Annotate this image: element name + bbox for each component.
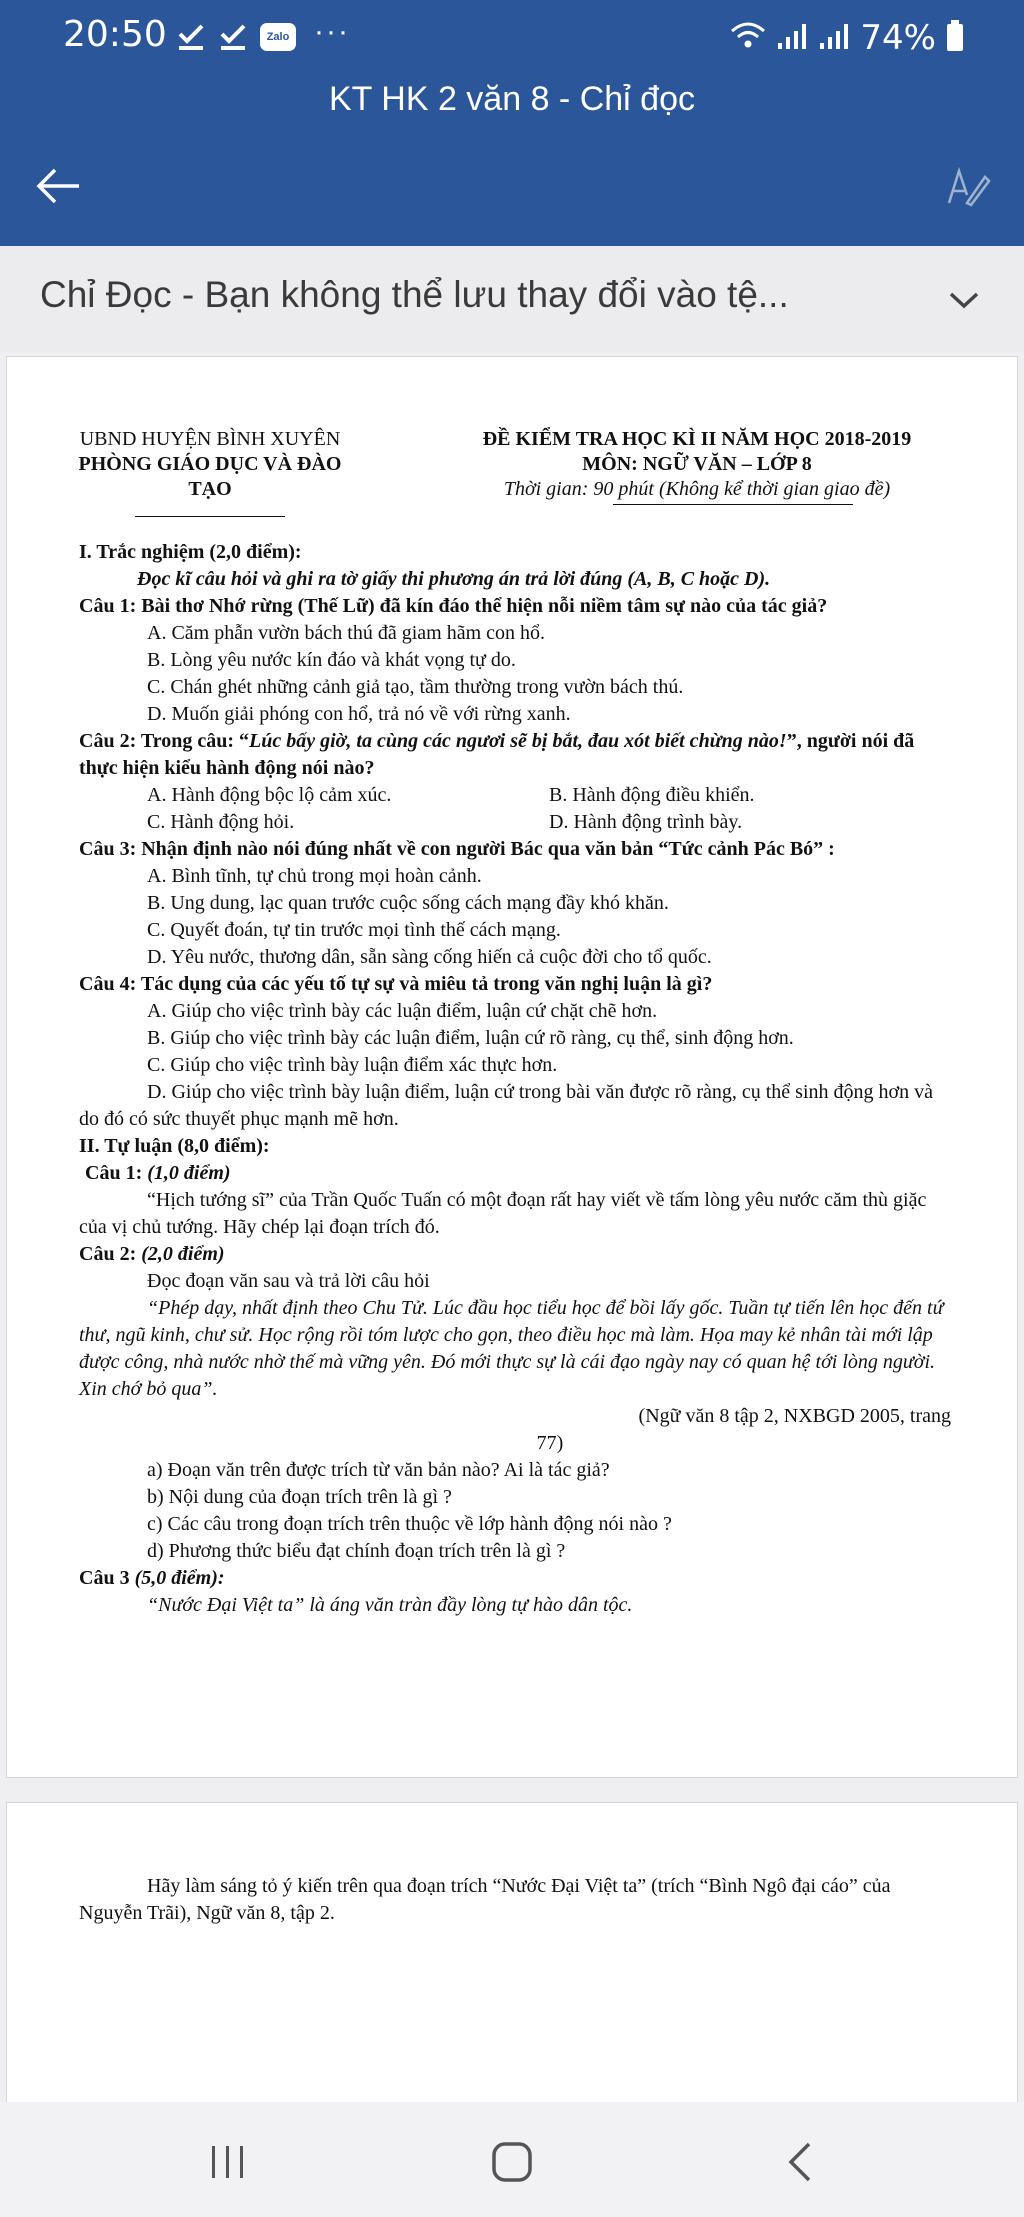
q2-text <box>79 728 951 782</box>
header-left <box>75 427 345 517</box>
q1-option-a: A. Căm phẫn vườn bách thú đã giam hãm con hổ. <box>147 622 545 644</box>
pen-icon <box>945 163 991 209</box>
wifi-icon <box>730 21 766 56</box>
essay-q2-label: Câu 2: <box>79 1243 142 1265</box>
essay-q2-title <box>79 1241 951 1268</box>
q3-option-a: A. Bình tĩnh, tự chủ trong mọi hoàn cảnh. <box>147 865 482 887</box>
battery-percent: 74% <box>860 18 936 58</box>
download-done-icon-2 <box>218 22 248 52</box>
essay-q1-title <box>79 1160 951 1187</box>
document-page-2[interactable] <box>6 1802 1018 2102</box>
essay-q3-text: “Nước Đại Việt ta” là áng văn tràn đầy lòng tự hào dân tộc. <box>147 1594 633 1616</box>
essay-q2-points: (2,0 điểm) <box>141 1243 225 1265</box>
department-name: PHÒNG GIÁO DỤC VÀ ĐÀO <box>78 453 342 475</box>
q3-text: Câu 3: Nhận định nào nói đúng nhất về con người Bác qua văn bản “Tức cảnh Pác Bó” : <box>79 838 835 860</box>
essay-q3-title <box>79 1565 951 1592</box>
exam-title: ĐỀ KIỂM TRA HỌC KÌ II NĂM HỌC 2018-2019 <box>482 428 912 450</box>
q3-option-b: B. Ung dung, lạc quan trước cuộc sống cách mạng đầy khó khăn. <box>147 892 669 914</box>
signal-icon <box>776 21 808 56</box>
q1-option-c: C. Chán ghét những cảnh giả tạo, tầm thường trong vườn bách thú. <box>147 676 684 698</box>
back-button[interactable] <box>30 158 86 214</box>
q4-option-b: B. Giúp cho việc trình bày các luận điểm, luận cứ rõ ràng, cụ thể, sinh động hơn. <box>147 1027 794 1049</box>
edit-button[interactable] <box>940 158 996 214</box>
essay-q2-sub-c: c) Các câu trong đoạn trích trên thuộc về lớp hành động nói nào ? <box>147 1513 672 1535</box>
q2-option-b: B. Hành động điều khiển. <box>549 784 755 806</box>
document-page-1[interactable] <box>6 356 1018 1778</box>
essay-q3-points: (5,0 điểm): <box>134 1567 225 1589</box>
expand-banner-button[interactable] <box>942 278 986 322</box>
more-notifications-icon: ··· <box>314 15 350 48</box>
app-bar <box>0 0 1024 246</box>
signal-icon-2 <box>818 21 850 56</box>
q1-option-b: B. Lòng yêu nước kín đáo và khát vọng tự do. <box>147 649 516 671</box>
essay-q1-label: Câu 1: <box>85 1162 148 1184</box>
q2-option-c: C. Hành động hỏi. <box>147 811 295 833</box>
q1-option-d: D. Muốn giải phóng con hổ, trả nó về với rừng xanh. <box>147 703 571 725</box>
section1-instruction: Đọc kĩ câu hỏi và ghi ra tờ giấy thi phương án trả lời đúng (A, B, C hoặc D). <box>137 568 771 590</box>
q2-option-a: A. Hành động bộc lộ cảm xúc. <box>147 784 392 806</box>
department-name-cont: TẠO <box>188 478 232 500</box>
exam-body <box>79 539 951 1619</box>
read-only-message: Chỉ Đọc - Bạn không thể lưu thay đổi vào tệ... <box>40 274 789 315</box>
essay-q2-source-page: 77) <box>536 1432 564 1454</box>
recent-apps-button[interactable] <box>198 2132 258 2192</box>
zalo-icon: Zalo <box>260 23 296 51</box>
q2-quote: Lúc bấy giờ, ta cùng các ngươi sẽ bị bắt, đau xót biết chừng nào! <box>249 730 787 752</box>
status-bar <box>0 0 1024 76</box>
q4-option-a: A. Giúp cho việc trình bày các luận điểm, luận cứ chặt chẽ hơn. <box>147 1000 658 1022</box>
arrow-left-icon <box>35 166 81 206</box>
chevron-left-icon <box>785 2140 815 2184</box>
status-time: 20:50 <box>63 14 167 55</box>
home-icon <box>490 2140 534 2184</box>
exam-duration: Thời gian: 90 phút (Không kể thời gian giao đề) <box>503 478 891 500</box>
download-done-icon <box>176 22 206 52</box>
read-only-banner[interactable] <box>0 246 1024 352</box>
header-divider <box>135 516 285 517</box>
exam-subject: MÔN: NGỮ VĂN – LỚP 8 <box>582 453 812 475</box>
chevron-down-icon <box>948 290 980 310</box>
notification-icons <box>176 15 350 52</box>
essay-q2-sub-d: d) Phương thức biểu đạt chính đoạn trích trên là gì ? <box>147 1540 566 1562</box>
essay-q2-passage: “Phép dạy, nhất định theo Chu Tử. Lúc đầu học tiểu học để bồi lấy gốc. Tuần tự tiến lên học đến tứ thư, ngũ kinh, chư sử. Học rộng rồi tóm lược cho gọn, theo điều học mà làm. Họa may kẻ nhân tài mới lập được công, nhà nước nhờ thế mà vững yên. Đó mới thực sự là cái đạo ngày nay có quan hệ tới lòng người. Xin chớ bỏ qua”. <box>79 1297 944 1400</box>
q2-suffix: ”, người nói đã thực hiện kiểu hành động nói nào? <box>79 730 915 779</box>
q4-option-d: D. Giúp cho việc trình bày luận điểm, luận cứ trong bài văn được rõ ràng, cụ thể sinh động hơn và do đó có sức thuyết phục mạnh mẽ hơn. <box>79 1081 933 1130</box>
essay-q2-sub-b: b) Nội dung của đoạn trích trên là gì ? <box>147 1486 452 1508</box>
essay-q1-points: (1,0 điểm) <box>147 1162 231 1184</box>
header-right <box>427 427 967 505</box>
recent-apps-icon <box>208 2144 248 2180</box>
district-name: UBND HUYỆN BÌNH XUYÊN <box>79 428 341 450</box>
q2-options-row1 <box>79 782 951 809</box>
section2-heading: II. Tự luận (8,0 điểm): <box>79 1135 270 1157</box>
essay-q1-text: “Hịch tướng sĩ” của Trần Quốc Tuấn có một đoạn rất hay viết về tấm lòng yêu nước căm thù giặc của vị chủ tướng. Hãy chép lại đoạn trích đó. <box>79 1189 927 1238</box>
nav-back-button[interactable] <box>770 2132 830 2192</box>
system-icons <box>730 18 964 58</box>
essay-q2-intro: Đọc đoạn văn sau và trả lời câu hỏi <box>147 1270 430 1292</box>
section1-heading: I. Trắc nghiệm (2,0 điểm): <box>79 541 302 563</box>
q2-options-row2 <box>79 809 951 836</box>
q2-option-d: D. Hành động trình bày. <box>549 811 743 833</box>
essay-q3-label: Câu 3 <box>79 1567 135 1589</box>
essay-q3-prompt: Hãy làm sáng tỏ ý kiến trên qua đoạn trích “Nước Đại Việt ta” (trích “Bình Ngô đại cáo” của Nguyễn Trãi), Ngữ văn 8, tập 2. <box>79 1875 891 1924</box>
header-underline <box>613 504 853 505</box>
q4-text: Câu 4: Tác dụng của các yếu tố tự sự và miêu tả trong văn nghị luận là gì? <box>79 973 713 995</box>
q1-text: Câu 1: Bài thơ Nhớ rừng (Thế Lữ) đã kín đáo thể hiện nỗi niềm tâm sự nào của tác giả? <box>79 595 828 617</box>
battery-icon <box>946 20 964 57</box>
system-navigation-bar <box>0 2102 1024 2217</box>
q3-option-c: C. Quyết đoán, tự tin trước mọi tình thế cách mạng. <box>147 919 561 941</box>
essay-q2-sub-a: a) Đoạn văn trên được trích từ văn bản nào? Ai là tác giả? <box>147 1459 610 1481</box>
q4-option-c: C. Giúp cho việc trình bày luận điểm xác thực hơn. <box>147 1054 558 1076</box>
document-title: KT HK 2 văn 8 - Chỉ đọc <box>329 80 695 118</box>
home-button[interactable] <box>482 2132 542 2192</box>
essay-q2-source: (Ngữ văn 8 tập 2, NXBGD 2005, trang <box>638 1405 951 1427</box>
q3-option-d: D. Yêu nước, thương dân, sẵn sàng cống hiến cả cuộc đời cho tổ quốc. <box>147 946 712 968</box>
q2-prefix: Câu 2: Trong câu: “ <box>79 730 250 752</box>
